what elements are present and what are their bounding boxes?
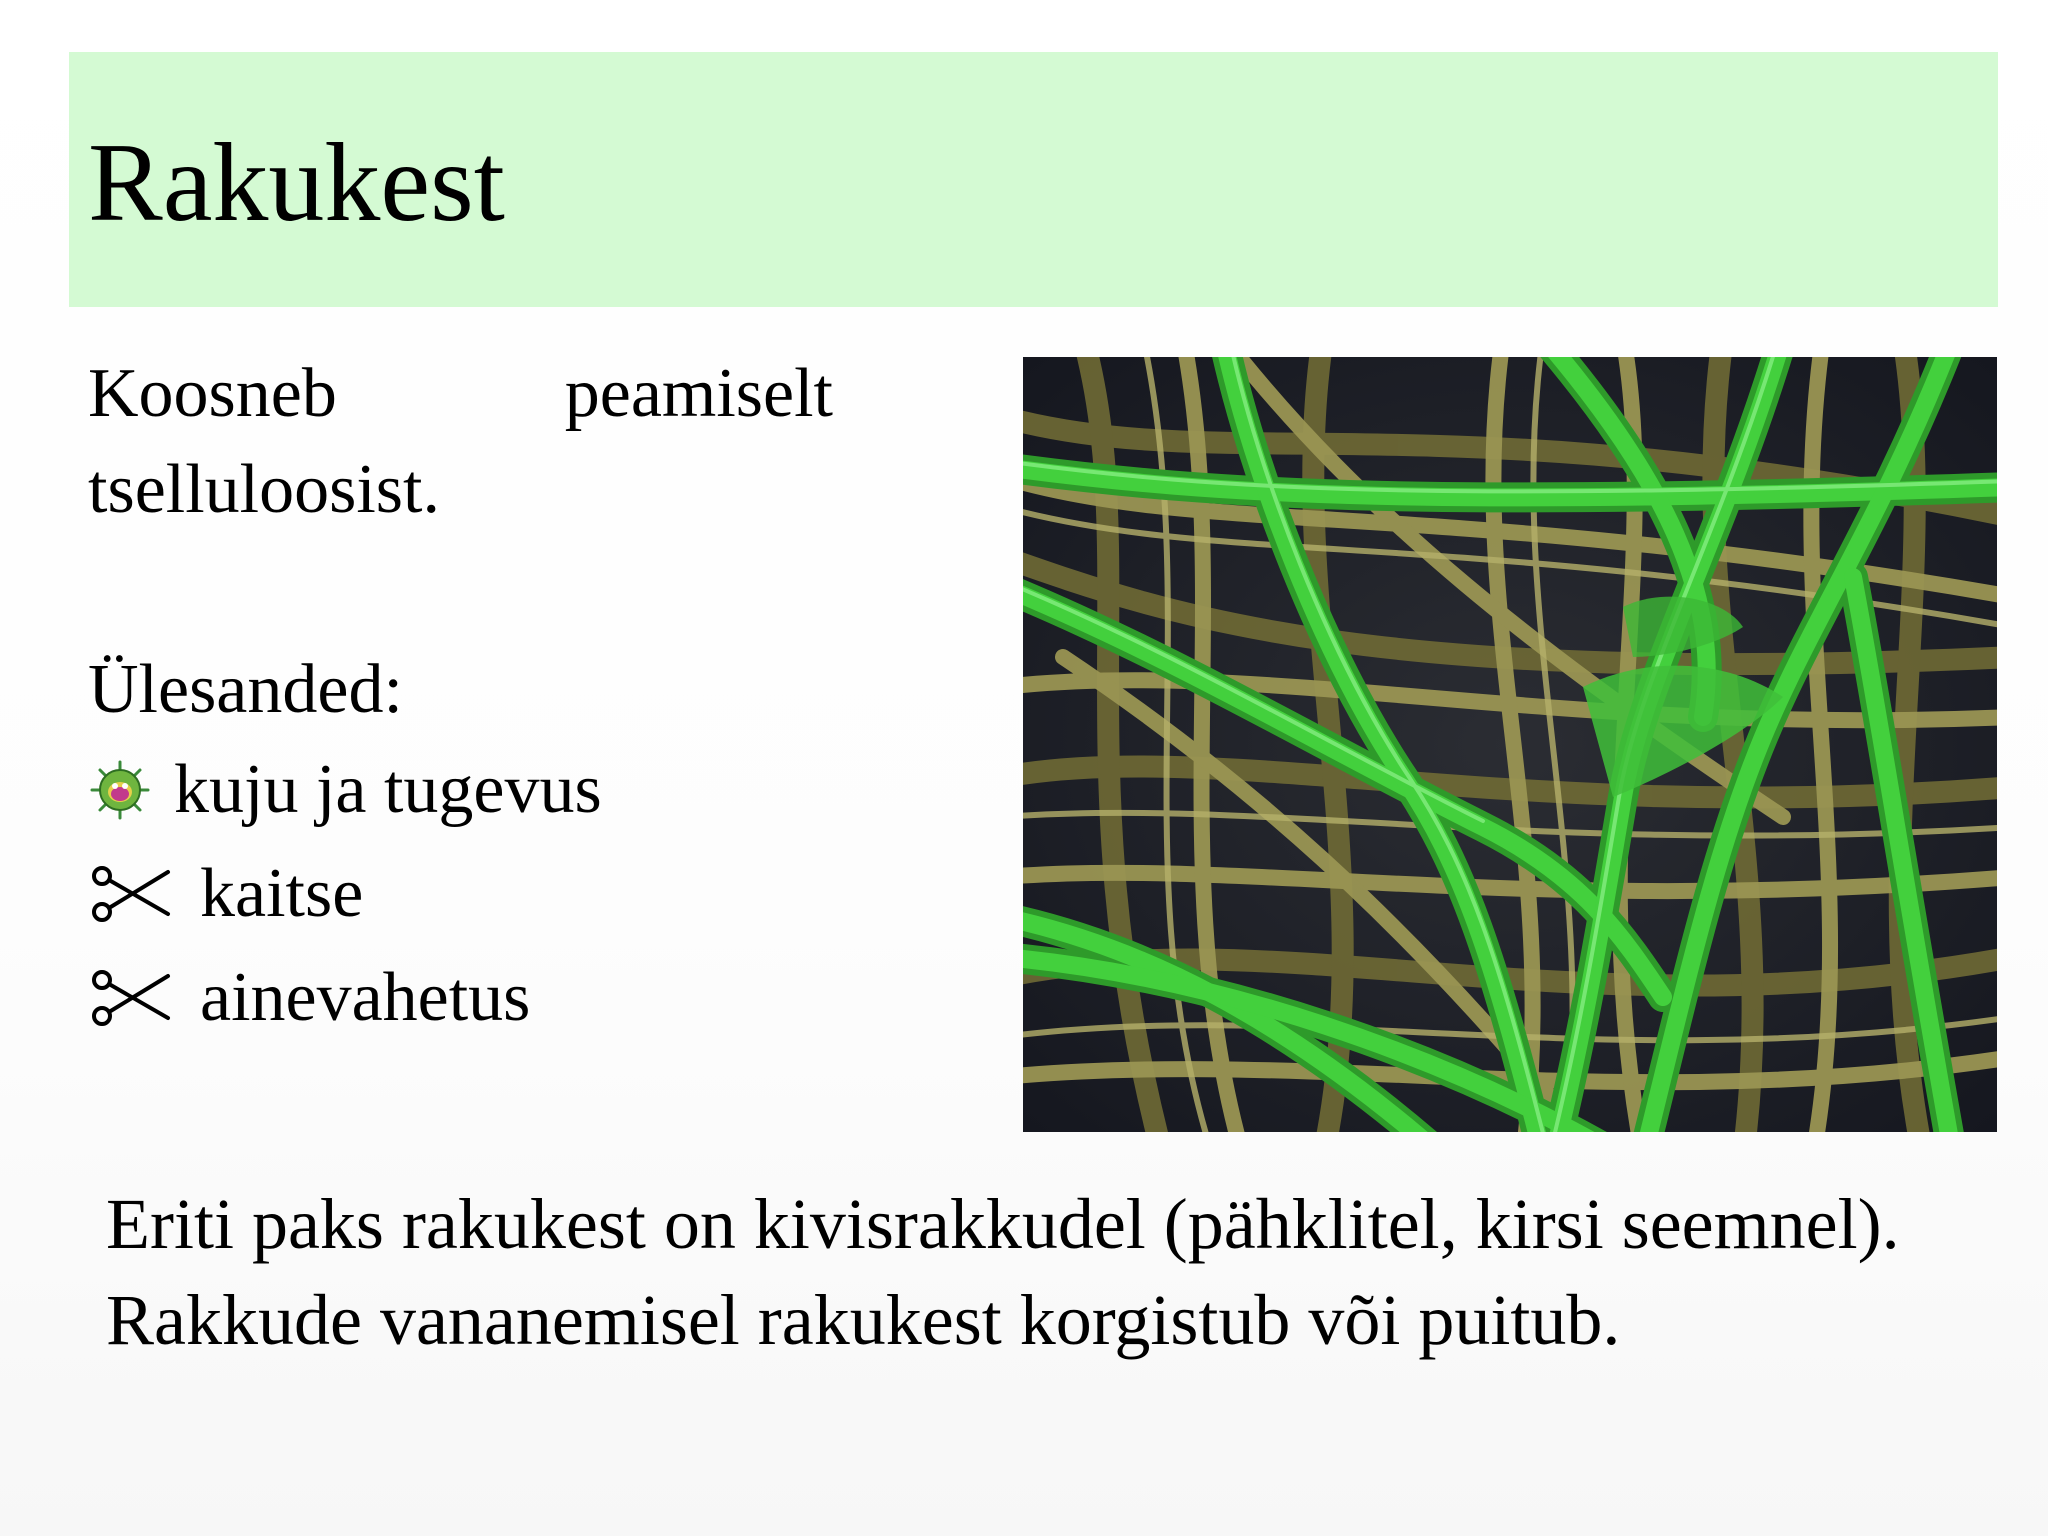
task-label: kuju ja tugevus <box>174 751 602 828</box>
bottom-paragraph-1: Eriti paks rakukest on kivisrakkudel (pähklitel, kirsi seemnel). <box>106 1184 1900 1264</box>
intro-line-2: tselluloosist. <box>88 451 440 528</box>
bottom-paragraph-2: Rakkude vananemisel rakukest korgistub või puitub. <box>106 1280 1621 1360</box>
task-item <box>88 946 833 1050</box>
scissors-icon <box>88 966 172 1030</box>
task-label: ainevahetus <box>200 959 531 1036</box>
micrograph-illustration <box>1023 357 1997 1132</box>
intro-word-2: peamiselt <box>564 355 833 432</box>
intro-word-1: Koosneb <box>88 355 337 432</box>
task-item <box>88 738 833 842</box>
tasks-heading: Ülesanded: <box>88 651 403 728</box>
bug-icon <box>88 758 152 822</box>
intro-paragraph <box>88 346 833 538</box>
slide-title: Rakukest <box>88 121 505 245</box>
scissors-icon <box>88 862 172 926</box>
task-label: kaitse <box>200 855 364 932</box>
bottom-text-block <box>106 1176 1942 1368</box>
intro-line-1 <box>88 346 833 442</box>
left-text-block <box>88 346 833 1050</box>
cellulose-micrograph-image <box>1023 357 1997 1132</box>
task-item <box>88 842 833 946</box>
